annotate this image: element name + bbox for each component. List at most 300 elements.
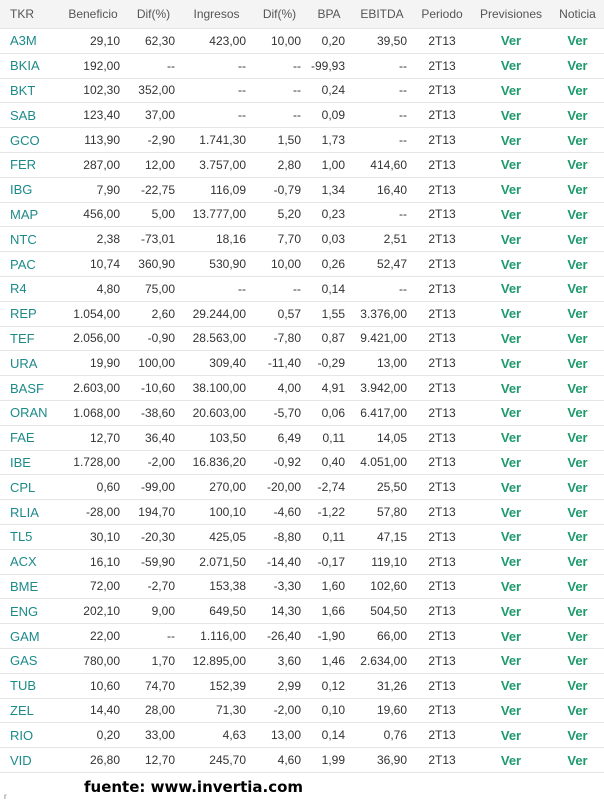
ticker-cell[interactable]: VID bbox=[0, 748, 60, 773]
table-row bbox=[0, 376, 604, 401]
table-row bbox=[0, 698, 604, 723]
ticker-cell[interactable]: SAB bbox=[0, 103, 60, 128]
noticia-link[interactable]: Ver bbox=[551, 673, 604, 698]
ingresos-dif-cell: -0,79 bbox=[252, 177, 307, 202]
table-row bbox=[0, 400, 604, 425]
ingresos-dif-cell: -- bbox=[252, 103, 307, 128]
periodo-cell: 2T13 bbox=[413, 103, 471, 128]
bpa-cell: 0,23 bbox=[307, 202, 351, 227]
ingresos-cell: -- bbox=[181, 53, 252, 78]
previsiones-link[interactable]: Ver bbox=[471, 152, 551, 177]
ebitda-cell: -- bbox=[351, 103, 413, 128]
bpa-cell: 0,09 bbox=[307, 103, 351, 128]
bpa-cell: 0,06 bbox=[307, 400, 351, 425]
ingresos-cell: 1.741,30 bbox=[181, 128, 252, 153]
periodo-cell: 2T13 bbox=[413, 29, 471, 54]
bpa-cell: 0,24 bbox=[307, 78, 351, 103]
ebitda-cell: 3.942,00 bbox=[351, 376, 413, 401]
ticker-cell[interactable]: PAC bbox=[0, 252, 60, 277]
periodo-cell: 2T13 bbox=[413, 78, 471, 103]
ebitda-cell: 19,60 bbox=[351, 698, 413, 723]
beneficio-cell: 102,30 bbox=[60, 78, 126, 103]
bpa-cell: -2,74 bbox=[307, 475, 351, 500]
ticker-cell[interactable]: RIO bbox=[0, 723, 60, 748]
bpa-cell: 1,73 bbox=[307, 128, 351, 153]
bpa-cell: 1,46 bbox=[307, 648, 351, 673]
beneficio-dif-cell: -2,90 bbox=[126, 128, 181, 153]
noticia-link[interactable]: Ver bbox=[551, 376, 604, 401]
previsiones-link[interactable]: Ver bbox=[471, 500, 551, 525]
table-row bbox=[0, 624, 604, 649]
bpa-cell: 0,03 bbox=[307, 227, 351, 252]
noticia-link[interactable]: Ver bbox=[551, 723, 604, 748]
ticker-cell[interactable]: TEF bbox=[0, 326, 60, 351]
ebitda-cell: 4.051,00 bbox=[351, 450, 413, 475]
previsiones-link[interactable]: Ver bbox=[471, 599, 551, 624]
beneficio-dif-cell: 12,70 bbox=[126, 748, 181, 773]
noticia-link[interactable]: Ver bbox=[551, 103, 604, 128]
previsiones-link[interactable]: Ver bbox=[471, 326, 551, 351]
noticia-link[interactable]: Ver bbox=[551, 648, 604, 673]
table-row bbox=[0, 53, 604, 78]
ticker-cell[interactable]: NTC bbox=[0, 227, 60, 252]
previsiones-link[interactable]: Ver bbox=[471, 524, 551, 549]
beneficio-dif-cell: -99,00 bbox=[126, 475, 181, 500]
column-header[interactable]: TKR bbox=[0, 0, 60, 29]
ebitda-cell: 504,50 bbox=[351, 599, 413, 624]
ingresos-dif-cell: -11,40 bbox=[252, 351, 307, 376]
beneficio-cell: 0,60 bbox=[60, 475, 126, 500]
beneficio-cell: 10,60 bbox=[60, 673, 126, 698]
column-header[interactable]: Previsiones bbox=[471, 0, 551, 29]
noticia-link[interactable]: Ver bbox=[551, 624, 604, 649]
previsiones-link[interactable]: Ver bbox=[471, 648, 551, 673]
ticker-cell[interactable]: URA bbox=[0, 351, 60, 376]
bpa-cell: 0,14 bbox=[307, 276, 351, 301]
noticia-link[interactable]: Ver bbox=[551, 177, 604, 202]
ebitda-cell: 119,10 bbox=[351, 549, 413, 574]
beneficio-dif-cell: 9,00 bbox=[126, 599, 181, 624]
ticker-cell[interactable]: FAE bbox=[0, 425, 60, 450]
table-row bbox=[0, 475, 604, 500]
ticker-cell[interactable]: IBE bbox=[0, 450, 60, 475]
ebitda-cell: -- bbox=[351, 78, 413, 103]
column-header[interactable]: Beneficio bbox=[60, 0, 126, 29]
periodo-cell: 2T13 bbox=[413, 425, 471, 450]
column-header[interactable]: EBITDA bbox=[351, 0, 413, 29]
ticker-cell[interactable]: RLIA bbox=[0, 500, 60, 525]
previsiones-link[interactable]: Ver bbox=[471, 128, 551, 153]
ebitda-cell: 0,76 bbox=[351, 723, 413, 748]
previsiones-link[interactable]: Ver bbox=[471, 227, 551, 252]
ingresos-dif-cell: 10,00 bbox=[252, 252, 307, 277]
table-row bbox=[0, 152, 604, 177]
ticker-cell[interactable]: REP bbox=[0, 301, 60, 326]
beneficio-dif-cell: -22,75 bbox=[126, 177, 181, 202]
ebitda-cell: 66,00 bbox=[351, 624, 413, 649]
bpa-cell: 0,11 bbox=[307, 425, 351, 450]
ebitda-cell: -- bbox=[351, 53, 413, 78]
table-row bbox=[0, 301, 604, 326]
beneficio-dif-cell: 75,00 bbox=[126, 276, 181, 301]
ingresos-cell: 153,38 bbox=[181, 574, 252, 599]
beneficio-dif-cell: -2,00 bbox=[126, 450, 181, 475]
bpa-cell: 1,60 bbox=[307, 574, 351, 599]
table-row bbox=[0, 128, 604, 153]
periodo-cell: 2T13 bbox=[413, 276, 471, 301]
noticia-link[interactable]: Ver bbox=[551, 450, 604, 475]
ingresos-cell: 16.836,20 bbox=[181, 450, 252, 475]
table-row bbox=[0, 326, 604, 351]
ebitda-cell: -- bbox=[351, 128, 413, 153]
beneficio-cell: 2,38 bbox=[60, 227, 126, 252]
ebitda-cell: 25,50 bbox=[351, 475, 413, 500]
table-row bbox=[0, 78, 604, 103]
beneficio-cell: 26,80 bbox=[60, 748, 126, 773]
table-body bbox=[0, 29, 604, 773]
ticker-cell[interactable]: TL5 bbox=[0, 524, 60, 549]
ticker-cell[interactable]: MAP bbox=[0, 202, 60, 227]
beneficio-dif-cell: -73,01 bbox=[126, 227, 181, 252]
previsiones-link[interactable]: Ver bbox=[471, 177, 551, 202]
ingresos-cell: 152,39 bbox=[181, 673, 252, 698]
column-header[interactable]: BPA bbox=[307, 0, 351, 29]
ingresos-dif-cell: -- bbox=[252, 53, 307, 78]
previsiones-link[interactable]: Ver bbox=[471, 425, 551, 450]
ingresos-dif-cell: 14,30 bbox=[252, 599, 307, 624]
ebitda-cell: 57,80 bbox=[351, 500, 413, 525]
beneficio-dif-cell: 74,70 bbox=[126, 673, 181, 698]
noticia-link[interactable]: Ver bbox=[551, 500, 604, 525]
noticia-link[interactable]: Ver bbox=[551, 524, 604, 549]
beneficio-cell: 30,10 bbox=[60, 524, 126, 549]
ingresos-cell: 116,09 bbox=[181, 177, 252, 202]
beneficio-cell: 1.068,00 bbox=[60, 400, 126, 425]
ebitda-cell: -- bbox=[351, 202, 413, 227]
column-header[interactable]: Dif(%) bbox=[252, 0, 307, 29]
beneficio-cell: 123,40 bbox=[60, 103, 126, 128]
previsiones-link[interactable]: Ver bbox=[471, 400, 551, 425]
ingresos-cell: -- bbox=[181, 276, 252, 301]
ingresos-dif-cell: 3,60 bbox=[252, 648, 307, 673]
noticia-link[interactable]: Ver bbox=[551, 748, 604, 773]
previsiones-link[interactable]: Ver bbox=[471, 450, 551, 475]
noticia-link[interactable]: Ver bbox=[551, 326, 604, 351]
previsiones-link[interactable]: Ver bbox=[471, 276, 551, 301]
table-row bbox=[0, 500, 604, 525]
ingresos-cell: 38.100,00 bbox=[181, 376, 252, 401]
beneficio-dif-cell: -38,60 bbox=[126, 400, 181, 425]
ingresos-dif-cell: -2,00 bbox=[252, 698, 307, 723]
ingresos-cell: 71,30 bbox=[181, 698, 252, 723]
noticia-link[interactable]: Ver bbox=[551, 400, 604, 425]
periodo-cell: 2T13 bbox=[413, 698, 471, 723]
table-row bbox=[0, 599, 604, 624]
table-row bbox=[0, 648, 604, 673]
bpa-cell: -0,17 bbox=[307, 549, 351, 574]
beneficio-cell: 192,00 bbox=[60, 53, 126, 78]
previsiones-link[interactable]: Ver bbox=[471, 53, 551, 78]
ebitda-cell: 47,15 bbox=[351, 524, 413, 549]
beneficio-dif-cell: -20,30 bbox=[126, 524, 181, 549]
bpa-cell: 0,10 bbox=[307, 698, 351, 723]
ticker-cell[interactable]: BME bbox=[0, 574, 60, 599]
ebitda-cell: 2.634,00 bbox=[351, 648, 413, 673]
ticker-cell[interactable]: TUB bbox=[0, 673, 60, 698]
noticia-link[interactable]: Ver bbox=[551, 549, 604, 574]
ingresos-cell: 20.603,00 bbox=[181, 400, 252, 425]
bpa-cell: 1,00 bbox=[307, 152, 351, 177]
ticker-cell[interactable]: R4 bbox=[0, 276, 60, 301]
ingresos-dif-cell: 5,20 bbox=[252, 202, 307, 227]
beneficio-dif-cell: 2,60 bbox=[126, 301, 181, 326]
ebitda-cell: 16,40 bbox=[351, 177, 413, 202]
ingresos-cell: -- bbox=[181, 78, 252, 103]
previsiones-link[interactable]: Ver bbox=[471, 748, 551, 773]
table-row bbox=[0, 202, 604, 227]
bpa-cell: 1,55 bbox=[307, 301, 351, 326]
periodo-cell: 2T13 bbox=[413, 574, 471, 599]
ebitda-cell: 31,26 bbox=[351, 673, 413, 698]
beneficio-cell: 456,00 bbox=[60, 202, 126, 227]
table-row bbox=[0, 748, 604, 773]
table-row bbox=[0, 103, 604, 128]
bpa-cell: 0,87 bbox=[307, 326, 351, 351]
ingresos-cell: 3.757,00 bbox=[181, 152, 252, 177]
noticia-link[interactable]: Ver bbox=[551, 29, 604, 54]
bpa-cell: 1,66 bbox=[307, 599, 351, 624]
corner-mark: r bbox=[4, 792, 7, 801]
previsiones-link[interactable]: Ver bbox=[471, 475, 551, 500]
ebitda-cell: 6.417,00 bbox=[351, 400, 413, 425]
ebitda-cell: 2,51 bbox=[351, 227, 413, 252]
bpa-cell: -99,93 bbox=[307, 53, 351, 78]
noticia-link[interactable]: Ver bbox=[551, 276, 604, 301]
ingresos-dif-cell: 4,00 bbox=[252, 376, 307, 401]
beneficio-cell: 780,00 bbox=[60, 648, 126, 673]
previsiones-link[interactable]: Ver bbox=[471, 673, 551, 698]
ingresos-dif-cell: -- bbox=[252, 276, 307, 301]
periodo-cell: 2T13 bbox=[413, 400, 471, 425]
column-header[interactable]: Dif(%) bbox=[126, 0, 181, 29]
table-row bbox=[0, 227, 604, 252]
ingresos-dif-cell: -5,70 bbox=[252, 400, 307, 425]
ingresos-cell: 100,10 bbox=[181, 500, 252, 525]
ebitda-cell: 36,90 bbox=[351, 748, 413, 773]
table-row bbox=[0, 177, 604, 202]
ingresos-cell: 1.116,00 bbox=[181, 624, 252, 649]
ingresos-dif-cell: 0,57 bbox=[252, 301, 307, 326]
ticker-cell[interactable]: BKIA bbox=[0, 53, 60, 78]
noticia-link[interactable]: Ver bbox=[551, 227, 604, 252]
ingresos-cell: 530,90 bbox=[181, 252, 252, 277]
periodo-cell: 2T13 bbox=[413, 252, 471, 277]
previsiones-link[interactable]: Ver bbox=[471, 78, 551, 103]
periodo-cell: 2T13 bbox=[413, 202, 471, 227]
previsiones-link[interactable]: Ver bbox=[471, 376, 551, 401]
beneficio-cell: 16,10 bbox=[60, 549, 126, 574]
periodo-cell: 2T13 bbox=[413, 624, 471, 649]
beneficio-cell: 202,10 bbox=[60, 599, 126, 624]
ingresos-dif-cell: -8,80 bbox=[252, 524, 307, 549]
ebitda-cell: 102,60 bbox=[351, 574, 413, 599]
ingresos-cell: 18,16 bbox=[181, 227, 252, 252]
noticia-link[interactable]: Ver bbox=[551, 351, 604, 376]
periodo-cell: 2T13 bbox=[413, 53, 471, 78]
beneficio-dif-cell: 360,90 bbox=[126, 252, 181, 277]
header-row bbox=[0, 0, 604, 29]
ingresos-dif-cell: -3,30 bbox=[252, 574, 307, 599]
ticker-cell[interactable]: ENG bbox=[0, 599, 60, 624]
bpa-cell: 0,11 bbox=[307, 524, 351, 549]
beneficio-cell: 10,74 bbox=[60, 252, 126, 277]
periodo-cell: 2T13 bbox=[413, 673, 471, 698]
beneficio-cell: -28,00 bbox=[60, 500, 126, 525]
ingresos-dif-cell: -14,40 bbox=[252, 549, 307, 574]
noticia-link[interactable]: Ver bbox=[551, 202, 604, 227]
previsiones-link[interactable]: Ver bbox=[471, 574, 551, 599]
ticker-cell[interactable]: FER bbox=[0, 152, 60, 177]
ticker-cell[interactable]: GCO bbox=[0, 128, 60, 153]
periodo-cell: 2T13 bbox=[413, 326, 471, 351]
noticia-link[interactable]: Ver bbox=[551, 698, 604, 723]
ingresos-cell: 649,50 bbox=[181, 599, 252, 624]
previsiones-link[interactable]: Ver bbox=[471, 103, 551, 128]
ebitda-cell: 39,50 bbox=[351, 29, 413, 54]
bpa-cell: 0,26 bbox=[307, 252, 351, 277]
beneficio-dif-cell: 62,30 bbox=[126, 29, 181, 54]
table-row bbox=[0, 549, 604, 574]
periodo-cell: 2T13 bbox=[413, 648, 471, 673]
table-row bbox=[0, 29, 604, 54]
beneficio-dif-cell: 1,70 bbox=[126, 648, 181, 673]
ebitda-cell: 52,47 bbox=[351, 252, 413, 277]
ingresos-dif-cell: 4,60 bbox=[252, 748, 307, 773]
ticker-cell[interactable]: ACX bbox=[0, 549, 60, 574]
ingresos-dif-cell: 2,80 bbox=[252, 152, 307, 177]
ticker-cell[interactable]: ORAN bbox=[0, 400, 60, 425]
periodo-cell: 2T13 bbox=[413, 524, 471, 549]
ingresos-dif-cell: -- bbox=[252, 78, 307, 103]
ingresos-dif-cell: 1,50 bbox=[252, 128, 307, 153]
noticia-link[interactable]: Ver bbox=[551, 152, 604, 177]
previsiones-link[interactable]: Ver bbox=[471, 549, 551, 574]
beneficio-dif-cell: -59,90 bbox=[126, 549, 181, 574]
table-row bbox=[0, 673, 604, 698]
bpa-cell: 0,12 bbox=[307, 673, 351, 698]
beneficio-cell: 2.056,00 bbox=[60, 326, 126, 351]
beneficio-cell: 29,10 bbox=[60, 29, 126, 54]
noticia-link[interactable]: Ver bbox=[551, 53, 604, 78]
periodo-cell: 2T13 bbox=[413, 450, 471, 475]
noticia-link[interactable]: Ver bbox=[551, 599, 604, 624]
ingresos-cell: 270,00 bbox=[181, 475, 252, 500]
previsiones-link[interactable]: Ver bbox=[471, 698, 551, 723]
beneficio-dif-cell: -- bbox=[126, 624, 181, 649]
table-row bbox=[0, 252, 604, 277]
noticia-link[interactable]: Ver bbox=[551, 301, 604, 326]
ticker-cell[interactable]: IBG bbox=[0, 177, 60, 202]
noticia-link[interactable]: Ver bbox=[551, 252, 604, 277]
beneficio-dif-cell: 352,00 bbox=[126, 78, 181, 103]
noticia-link[interactable]: Ver bbox=[551, 128, 604, 153]
previsiones-link[interactable]: Ver bbox=[471, 252, 551, 277]
ingresos-cell: 4,63 bbox=[181, 723, 252, 748]
bpa-cell: 4,91 bbox=[307, 376, 351, 401]
ticker-cell[interactable]: A3M bbox=[0, 29, 60, 54]
noticia-link[interactable]: Ver bbox=[551, 574, 604, 599]
ticker-cell[interactable]: BKT bbox=[0, 78, 60, 103]
bpa-cell: 1,99 bbox=[307, 748, 351, 773]
table-row bbox=[0, 524, 604, 549]
column-header[interactable]: Periodo bbox=[413, 0, 471, 29]
periodo-cell: 2T13 bbox=[413, 748, 471, 773]
ingresos-cell: 29.244,00 bbox=[181, 301, 252, 326]
ingresos-cell: 2.071,50 bbox=[181, 549, 252, 574]
beneficio-dif-cell: 12,00 bbox=[126, 152, 181, 177]
previsiones-link[interactable]: Ver bbox=[471, 301, 551, 326]
ticker-cell[interactable]: GAM bbox=[0, 624, 60, 649]
beneficio-cell: 1.728,00 bbox=[60, 450, 126, 475]
ebitda-cell: 13,00 bbox=[351, 351, 413, 376]
beneficio-dif-cell: 37,00 bbox=[126, 103, 181, 128]
noticia-link[interactable]: Ver bbox=[551, 425, 604, 450]
ingresos-dif-cell: 6,49 bbox=[252, 425, 307, 450]
beneficio-dif-cell: 36,40 bbox=[126, 425, 181, 450]
noticia-link[interactable]: Ver bbox=[551, 78, 604, 103]
bpa-cell: 0,14 bbox=[307, 723, 351, 748]
previsiones-link[interactable]: Ver bbox=[471, 29, 551, 54]
bpa-cell: -1,22 bbox=[307, 500, 351, 525]
ebitda-cell: 3.376,00 bbox=[351, 301, 413, 326]
ebitda-cell: 9.421,00 bbox=[351, 326, 413, 351]
previsiones-link[interactable]: Ver bbox=[471, 202, 551, 227]
previsiones-link[interactable]: Ver bbox=[471, 723, 551, 748]
ticker-cell[interactable]: ZEL bbox=[0, 698, 60, 723]
column-header[interactable]: Ingresos bbox=[181, 0, 252, 29]
previsiones-link[interactable]: Ver bbox=[471, 351, 551, 376]
ingresos-cell: 12.895,00 bbox=[181, 648, 252, 673]
ticker-cell[interactable]: BASF bbox=[0, 376, 60, 401]
table-row bbox=[0, 723, 604, 748]
ingresos-dif-cell: -4,60 bbox=[252, 500, 307, 525]
periodo-cell: 2T13 bbox=[413, 351, 471, 376]
periodo-cell: 2T13 bbox=[413, 128, 471, 153]
ingresos-cell: 103,50 bbox=[181, 425, 252, 450]
noticia-link[interactable]: Ver bbox=[551, 475, 604, 500]
beneficio-dif-cell: 194,70 bbox=[126, 500, 181, 525]
table-row bbox=[0, 450, 604, 475]
periodo-cell: 2T13 bbox=[413, 301, 471, 326]
beneficio-cell: 2.603,00 bbox=[60, 376, 126, 401]
ingresos-dif-cell: 10,00 bbox=[252, 29, 307, 54]
beneficio-dif-cell: 28,00 bbox=[126, 698, 181, 723]
bpa-cell: 0,20 bbox=[307, 29, 351, 54]
table-row bbox=[0, 276, 604, 301]
ingresos-cell: 425,05 bbox=[181, 524, 252, 549]
previsiones-link[interactable]: Ver bbox=[471, 624, 551, 649]
ticker-cell[interactable]: CPL bbox=[0, 475, 60, 500]
ingresos-cell: 423,00 bbox=[181, 29, 252, 54]
beneficio-cell: 4,80 bbox=[60, 276, 126, 301]
ticker-cell[interactable]: GAS bbox=[0, 648, 60, 673]
periodo-cell: 2T13 bbox=[413, 500, 471, 525]
ingresos-cell: 13.777,00 bbox=[181, 202, 252, 227]
ingresos-dif-cell: 7,70 bbox=[252, 227, 307, 252]
ingresos-dif-cell: -20,00 bbox=[252, 475, 307, 500]
column-header[interactable]: Noticia bbox=[551, 0, 604, 29]
beneficio-dif-cell: -- bbox=[126, 53, 181, 78]
